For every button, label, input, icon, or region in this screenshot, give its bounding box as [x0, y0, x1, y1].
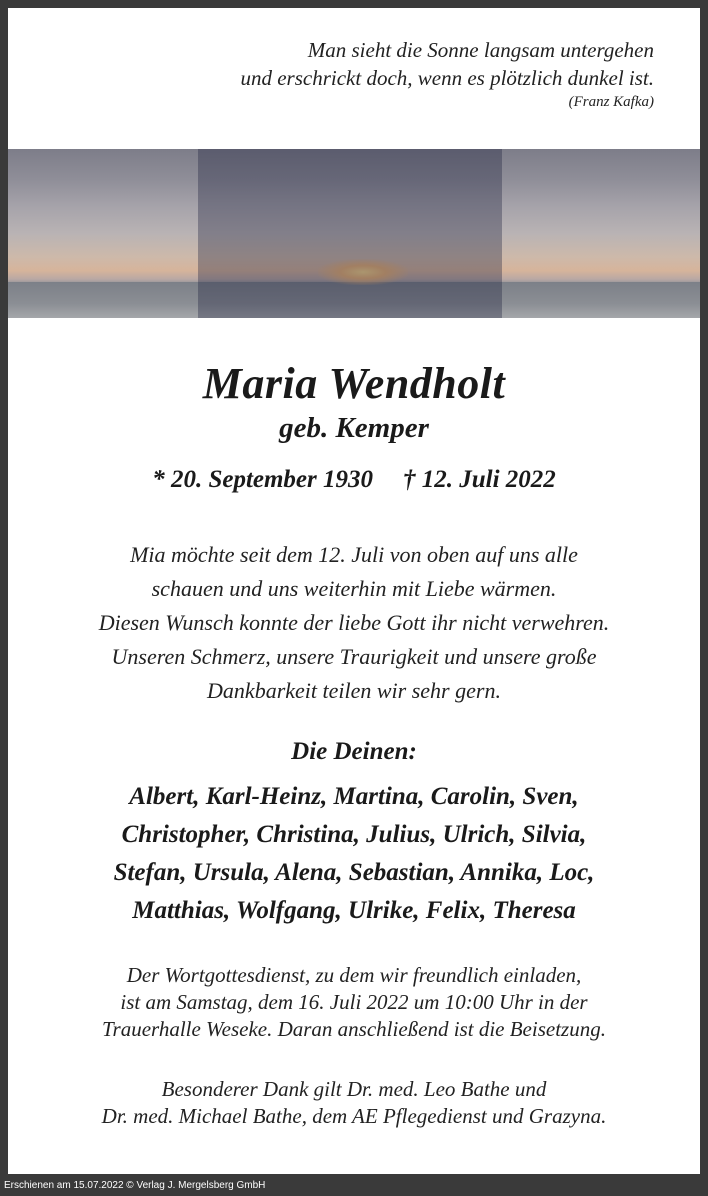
obituary-card: [8, 8, 700, 1174]
quote-author: (Franz Kafka): [568, 94, 654, 110]
sunset-photo: [8, 149, 700, 318]
life-dates: [8, 466, 700, 494]
message-line: Unseren Schmerz, unsere Traurigkeit und unsere große: [111, 644, 597, 669]
kafka-quote: [240, 36, 654, 112]
message-text: [8, 538, 700, 708]
thanks-text: [8, 1076, 700, 1130]
thanks-line: Besonderer Dank gilt Dr. med. Leo Bathe und: [161, 1077, 547, 1101]
service-line: ist am Samstag, dem 16. Juli 2022 um 10:00 Uhr in der: [120, 990, 588, 1014]
message-line: Dankbarkeit teilen wir sehr gern.: [207, 678, 501, 703]
family-names-line: Stefan, Ursula, Alena, Sebastian, Annika, Loc,: [113, 859, 595, 886]
birth-date: * 20. September 1930: [152, 466, 374, 493]
message-line: Diesen Wunsch konnte der liebe Gott ihr nicht verwehren.: [98, 610, 610, 635]
deceased-name: Maria Wendholt: [202, 359, 506, 408]
quote-line-2: und erschrickt doch, wenn es plötzlich dunkel ist.: [240, 66, 654, 90]
family-names-line: Matthias, Wolfgang, Ulrike, Felix, Theresa: [132, 897, 576, 924]
family-names-line: Albert, Karl-Heinz, Martina, Carolin, Sven,: [129, 783, 579, 810]
service-info: [8, 962, 700, 1043]
publication-footer: Erschienen am 15.07.2022 © Verlag J. Mergelsberg GmbH: [4, 1180, 266, 1191]
message-line: schauen und uns weiterhin mit Liebe wärmen.: [151, 576, 557, 601]
service-line: Trauerhalle Weseke. Daran anschließend ist die Beisetzung.: [102, 1017, 606, 1041]
thanks-line: Dr. med. Michael Bathe, dem AE Pflegedienst und Grazyna.: [101, 1104, 607, 1128]
family-names: [8, 778, 700, 930]
photo-frame-overlay: [198, 149, 502, 318]
family-names-line: Christopher, Christina, Julius, Ulrich, Silvia,: [121, 821, 587, 848]
service-line: Der Wortgottesdienst, zu dem wir freundlich einladen,: [126, 963, 582, 987]
maiden-name: geb. Kemper: [279, 412, 429, 444]
family-heading: Die Deinen:: [291, 738, 417, 765]
message-line: Mia möchte seit dem 12. Juli von oben auf uns alle: [130, 542, 578, 567]
quote-line-1: Man sieht die Sonne langsam untergehen: [307, 38, 654, 62]
death-date: † 12. Juli 2022: [403, 466, 556, 493]
